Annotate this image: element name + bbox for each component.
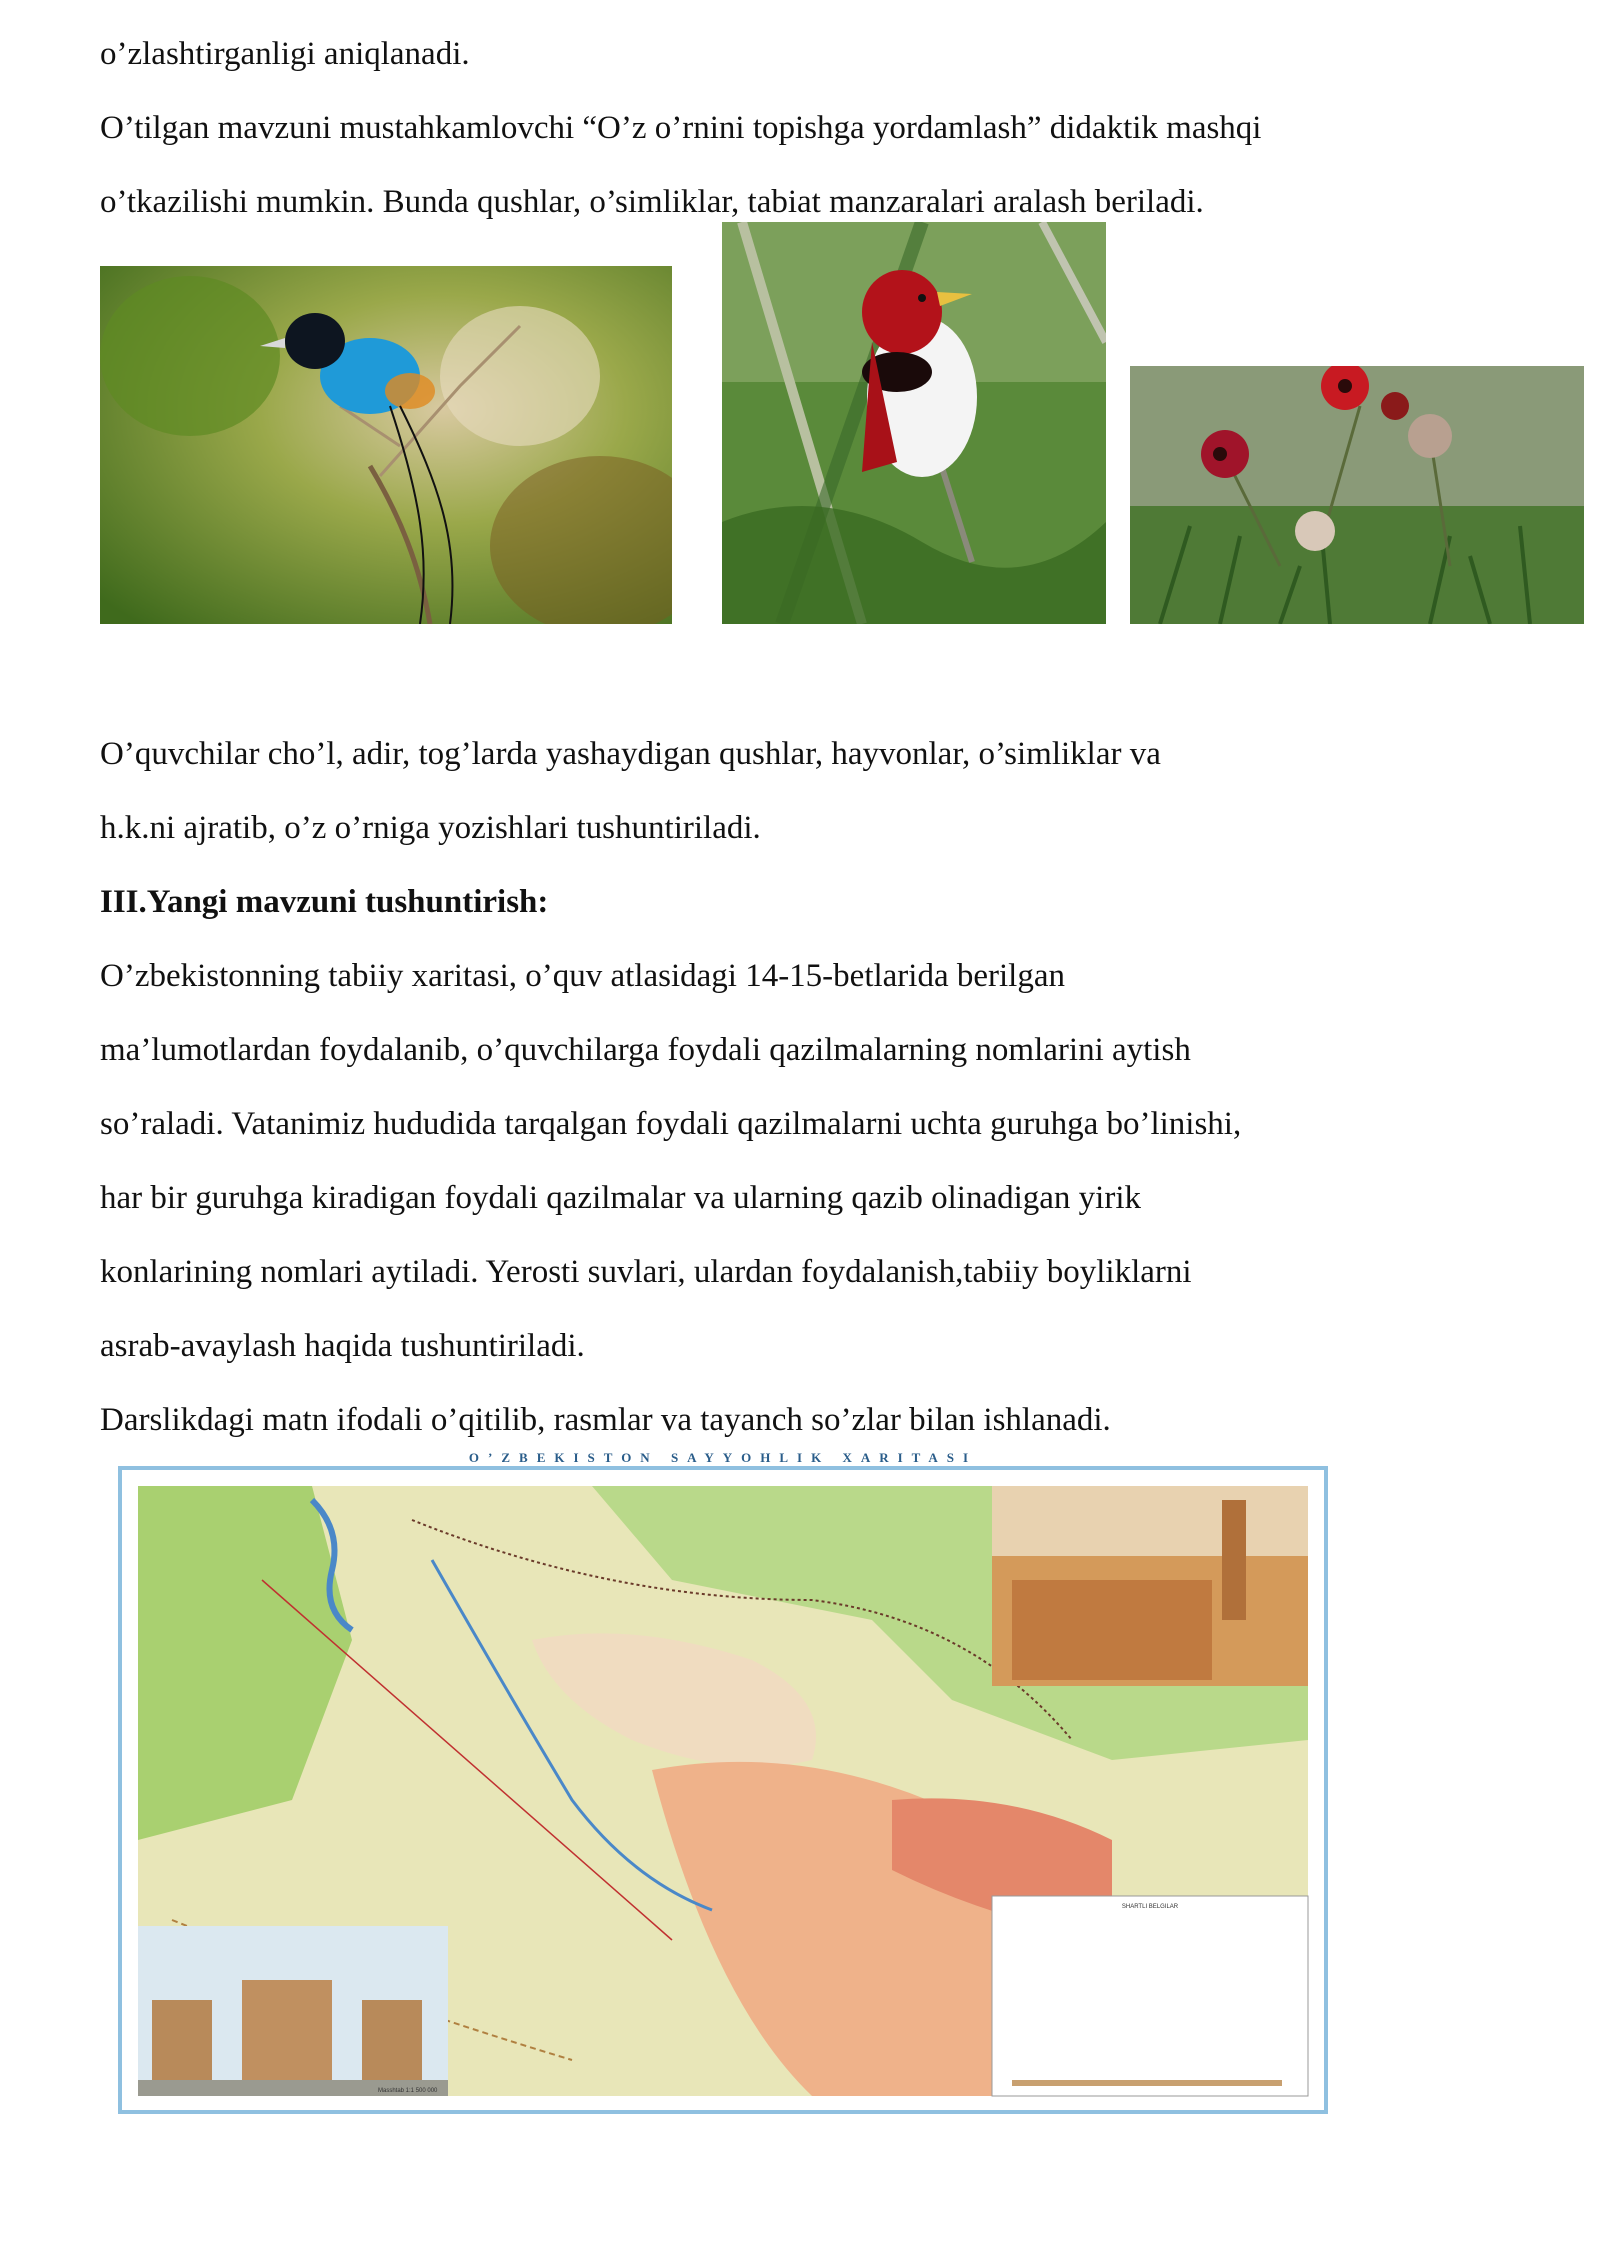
paragraph-line: asrab-avaylash haqida tushuntiriladi. — [100, 1328, 585, 1364]
red-flowers-photo — [1130, 366, 1584, 624]
tourist-map — [112, 1440, 1334, 2120]
paragraph-line: O’quvchilar cho’l, adir, tog’larda yashaydigan qushlar, hayvonlar, o’simliklar va — [100, 736, 1161, 772]
paragraph-line: o’zlashtirganligi aniqlanadi. — [100, 36, 470, 72]
paragraph-line: ma’lumotlardan foydalanib, o’quvchilarga foydali qazilmalarning nomlarini aytish — [100, 1032, 1191, 1068]
map-title: O’ZBEKISTON SAYYOHLIK XARITASI — [468, 1450, 978, 1465]
red-bird-photo — [722, 222, 1106, 624]
paragraph-line: h.k.ni ajratib, o’z o’rniga yozishlari tushuntiriladi. — [100, 810, 761, 846]
blue-bird-photo — [100, 266, 672, 624]
map-scale: Masshtab 1:1 500 000 — [378, 2088, 438, 2094]
section-heading: III.Yangi mavzuni tushuntirish: — [100, 884, 549, 920]
paragraph-line: har bir guruhga kiradigan foydali qazilmalar va ularning qazib olinadigan yirik — [100, 1180, 1141, 1216]
paragraph-line: O’tilgan mavzuni mustahkamlovchi “O’z o’rnini topishga yordamlash” didaktik mashqi — [100, 110, 1262, 146]
paragraph-line: Darslikdagi matn ifodali o’qitilib, rasmlar va tayanch so’zlar bilan ishlanadi. — [100, 1402, 1111, 1438]
map-legend-title: SHARTLI BELGILAR — [1121, 1904, 1179, 1910]
paragraph-line: o’tkazilishi mumkin. Bunda qushlar, o’simliklar, tabiat manzaralari aralash beriladi. — [100, 184, 1204, 220]
paragraph-line: konlarining nomlari aytiladi. Yerosti suvlari, ulardan foydalanish,tabiiy boyliklarni — [100, 1254, 1192, 1290]
paragraph-line: O’zbekistonning tabiiy xaritasi, o’quv atlasidagi 14-15-betlarida berilgan — [100, 958, 1065, 994]
paragraph-line: so’raladi. Vatanimiz hududida tarqalgan foydali qazilmalarni uchta guruhga bo’linishi, — [100, 1106, 1242, 1142]
